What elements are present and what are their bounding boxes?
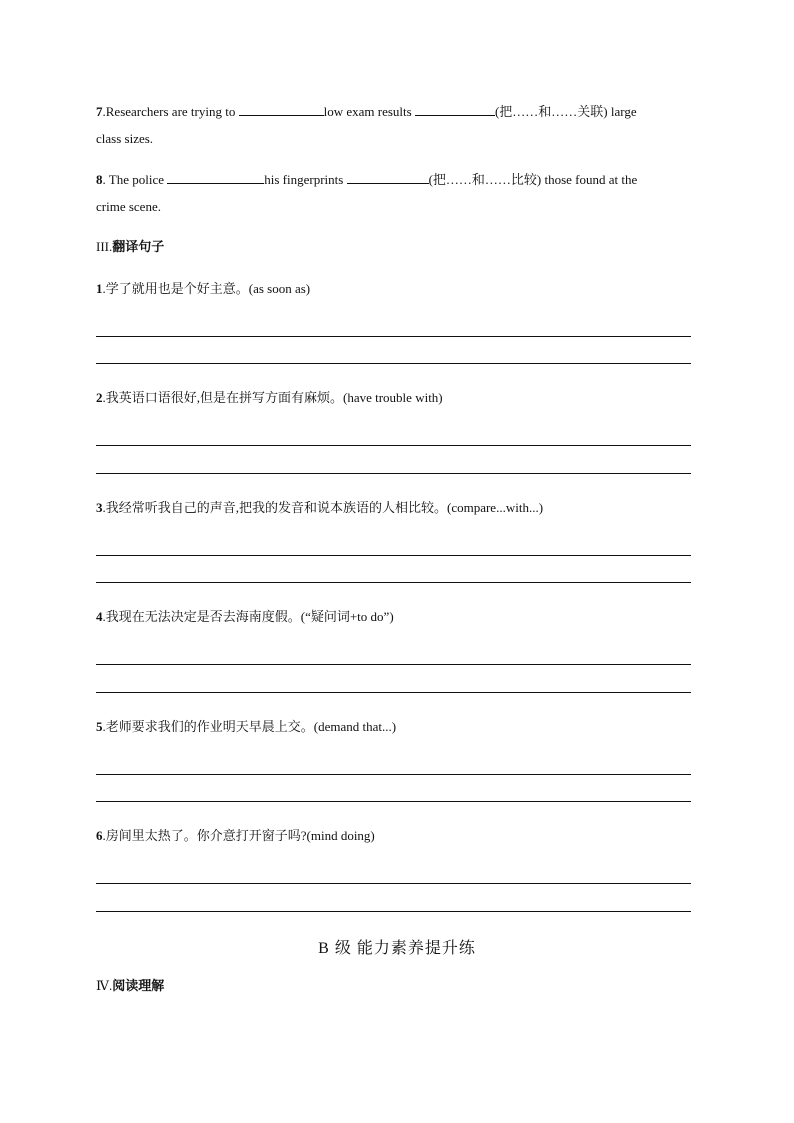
section-heading [96,239,164,255]
fill-item-7-continuation: class sizes. [96,131,154,146]
answer-line[interactable] [96,363,691,364]
item-text: low exam results [323,104,415,119]
section-roman: Ⅳ. [96,978,113,993]
item-number: 4 [96,609,103,624]
item-text: .Researchers are trying to [102,104,239,119]
section-heading [96,978,164,994]
answer-line[interactable] [96,774,691,775]
answer-line[interactable] [96,664,691,665]
answer-blank[interactable] [167,171,264,184]
translate-item-5 [96,719,396,735]
translate-item-1 [96,281,310,297]
answer-line[interactable] [96,582,691,583]
item-text: .我经常听我自己的声音,把我的发音和说本族语的人相比较。(compare...with...) [102,500,544,515]
answer-line[interactable] [96,473,691,474]
answer-line[interactable] [96,336,691,337]
answer-line[interactable] [96,883,691,884]
item-number: 3 [96,500,103,515]
answer-line[interactable] [96,911,691,912]
item-text: .学了就用也是个好主意。(as soon as) [102,281,311,296]
answer-line[interactable] [96,555,691,556]
section-title: 阅读理解 [112,978,165,993]
item-text: his fingerprints [264,172,347,187]
answer-line[interactable] [96,801,691,802]
item-text: .我现在无法决定是否去海南度假。(“疑问词+to do”) [102,609,394,624]
translate-item-3 [96,500,543,516]
section-roman: III. [96,239,113,254]
fill-item-8 [96,171,637,188]
item-text: (把……和……比较) those found at the [428,172,638,187]
fill-item-8-continuation: crime scene. [96,199,161,214]
item-text: (把……和……关联) large [494,104,637,119]
answer-blank[interactable] [347,171,429,184]
translate-item-4 [96,609,394,625]
item-number: 2 [96,390,103,405]
item-number: 5 [96,719,103,734]
translate-item-2 [96,390,443,406]
answer-blank[interactable] [239,103,324,116]
answer-line[interactable] [96,692,691,693]
answer-blank[interactable] [415,103,495,116]
item-number: 7 [96,104,103,119]
level-title: B 级 能力素养提升练 [318,940,476,957]
item-text: .我英语口语很好,但是在拼写方面有麻烦。(have trouble with) [102,390,443,405]
item-text: . The police [102,172,168,187]
section-title: 翻译句子 [112,239,165,254]
item-number: 8 [96,172,103,187]
item-text: .老师要求我们的作业明天早晨上交。(demand that...) [102,719,397,734]
translate-item-6 [96,828,375,844]
item-number: 6 [96,828,103,843]
item-text: .房间里太热了。你介意打开窗子吗?(mind doing) [102,828,375,843]
item-number: 1 [96,281,103,296]
fill-item-7 [96,103,637,120]
answer-line[interactable] [96,445,691,446]
